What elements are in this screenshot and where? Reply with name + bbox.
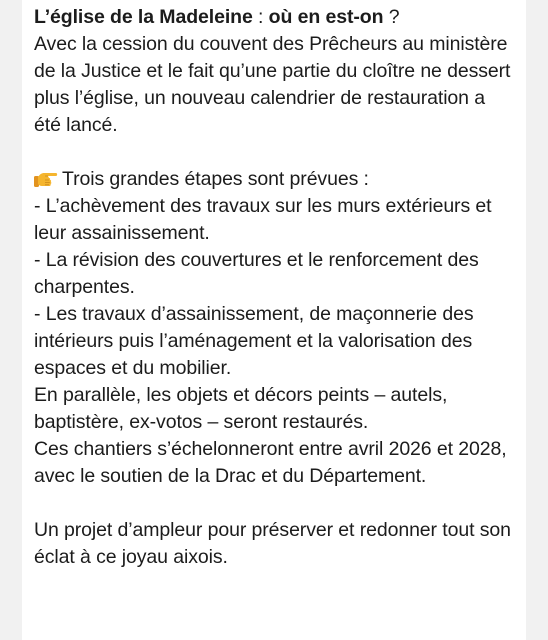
title-bold-part-1: L’église de la Madeleine: [34, 6, 253, 28]
step-item-3: - Les travaux d’assainissement, de maçonnerie des intérieurs puis l’aménagement et la valorisation des espaces et du mobilier.: [34, 303, 474, 379]
post-title: [34, 4, 516, 31]
parallel-paragraph: En parallèle, les objets et décors peints – autels, baptistère, ex-votos – seront restaurés.: [34, 384, 448, 433]
post-card: [22, 0, 526, 640]
title-bold-part-2: où en est-on: [268, 6, 384, 28]
title-separator: :: [252, 6, 269, 28]
closing-paragraph: Un projet d’ampleur pour préserver et redonner tout son éclat à ce joyau aixois.: [34, 519, 511, 568]
intro-paragraph: Avec la cession du couvent des Prêcheurs au ministère de la Justice et le fait qu’une partie du cloître ne dessert plus l’église, un nouveau calendrier de restauration a été lancé.: [34, 33, 511, 136]
schedule-paragraph: Ces chantiers s’échelonneront entre avril 2026 et 2028, avec le soutien de la Drac et du Département.: [34, 438, 507, 487]
step-item-1: - L’achèvement des travaux sur les murs extérieurs et leur assainissement.: [34, 195, 492, 244]
paragraph-gap: [34, 139, 516, 166]
paragraph-gap: [34, 490, 516, 517]
title-end: ?: [383, 6, 400, 28]
steps-heading-text: Trois grandes étapes sont prévues :: [62, 168, 369, 190]
post-text: [34, 4, 516, 571]
steps-heading: [34, 166, 516, 193]
step-item-2: - La révision des couvertures et le renforcement des charpentes.: [34, 249, 479, 298]
backhand-index-pointing-right-icon: [34, 168, 58, 188]
